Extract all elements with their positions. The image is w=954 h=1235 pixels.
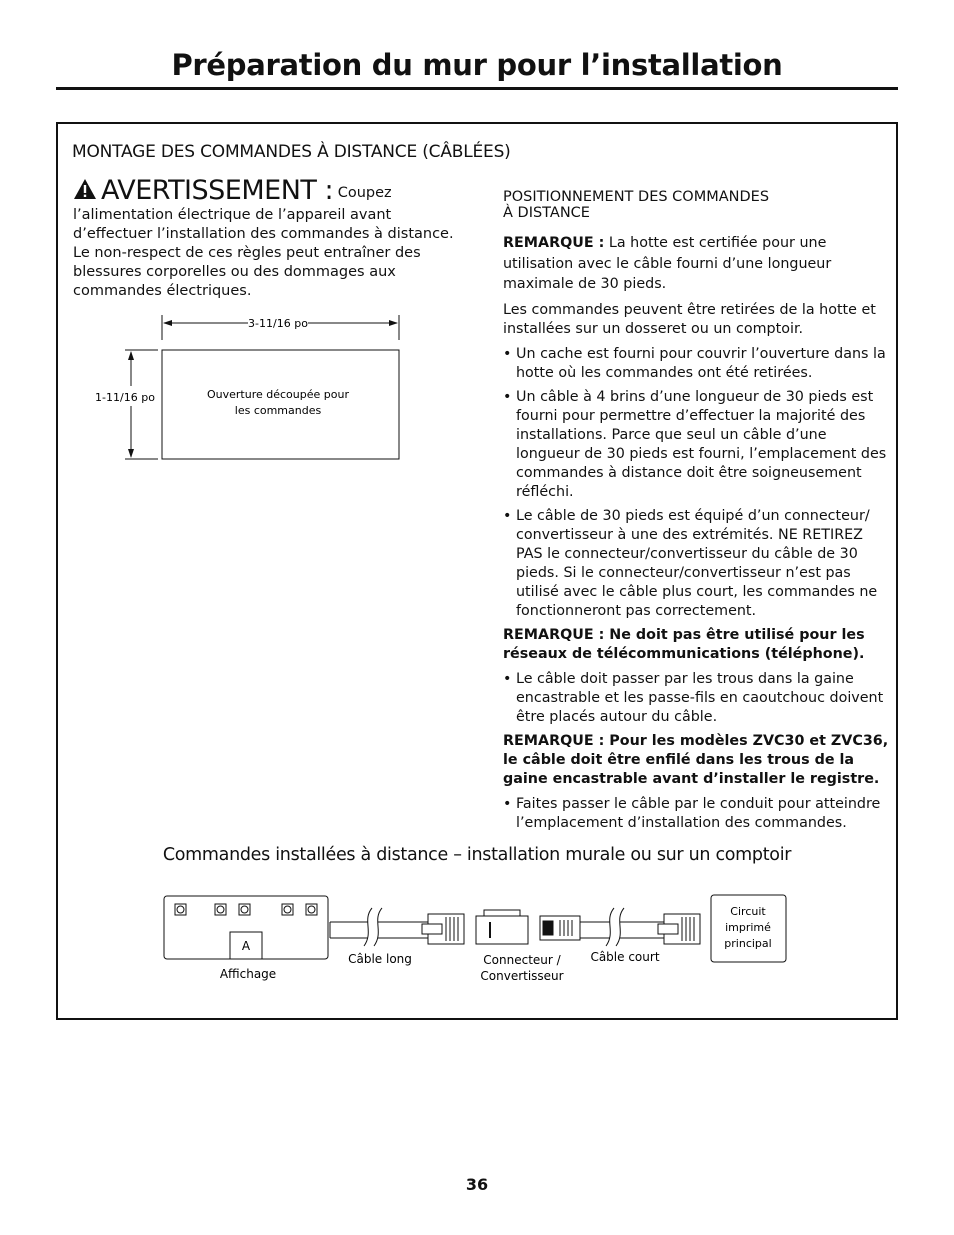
long-cable-label: Câble long <box>348 952 412 966</box>
connector-converter <box>476 910 528 944</box>
short-cable-label: Câble court <box>590 950 660 964</box>
page-number: 36 <box>465 1175 489 1194</box>
wiring-diagram <box>160 890 800 990</box>
display-key-label: A <box>241 939 251 953</box>
bullet-connector: • Le câble de 30 pieds est équipé d’un connecteur/ convertisseur à une des extrémités. NE RETIREZ PAS le connecteur/convertisseur du câble de 30 pieds. Si le connecteur/convertisseur n’est pas utilisé avec le câble plus court, les commandes ne fonctionneront pas correctement. <box>503 507 891 621</box>
opening-label-line1: Ouverture découpée pour <box>207 388 349 401</box>
display-label: Affichage <box>219 967 277 981</box>
cutout-diagram <box>90 310 420 470</box>
warning-label: AVERTISSEMENT : <box>101 175 334 206</box>
board-label-line3: principal <box>724 937 772 950</box>
opening-label-line2: les commandes <box>234 404 322 417</box>
board-label-line1: Circuit <box>730 905 766 918</box>
board-label-line2: imprimé <box>725 921 771 934</box>
title-rule <box>56 87 898 90</box>
note-certified-label: REMARQUE : <box>503 235 605 251</box>
warning-text: Coupez l’alimentation électrique de l’appareil avant d’effectuer l’installation des commandes à distance. Le non-respect de ces règles peut entraîner des blessures corporelles ou des dommages aux commandes électriques. <box>73 185 454 299</box>
long-cable <box>330 908 428 946</box>
connector-label-line1: Connecteur / <box>483 953 561 967</box>
paragraph-controls-removable: Les commandes peuvent être retirées de la hotte et installées sur un dosseret ou un comptoir. <box>503 301 876 337</box>
bullet-cable-length: • Un câble à 4 brins d’une longueur de 30 pieds est fourni pour permettre d’effectuer la majorité des installations. Parce que seul un câble d’une longueur de 30 pieds est fourni, l’emplacement des commandes à distance doit être soigneusement réfléchi. <box>503 388 891 502</box>
note-telecom: REMARQUE : Ne doit pas être utilisé pour les réseaux de télécommunications (téléphone). <box>503 626 865 662</box>
width-dimension-label: 3-11/16 po <box>248 317 308 330</box>
positioning-column <box>503 189 891 838</box>
section-heading: MONTAGE DES COMMANDES À DISTANCE (CÂBLÉES) <box>72 142 511 162</box>
positioning-heading <box>503 189 891 221</box>
page-title: Préparation du mur pour l’installation <box>171 48 783 82</box>
connector-label-line2: Convertisseur <box>480 969 564 983</box>
height-dimension-label: 1-11/16 po <box>95 391 155 404</box>
positioning-heading-line1: POSITIONNEMENT DES COMMANDES <box>503 189 770 205</box>
warning-block <box>73 175 463 301</box>
short-cable <box>540 908 700 946</box>
positioning-heading-line2: À DISTANCE <box>503 205 590 221</box>
note-models: REMARQUE : Pour les modèles ZVC30 et ZVC36, le câble doit être enfilé dans les trous de la gaine encastrable avant d’installer le registre. <box>503 732 889 787</box>
note-certified <box>503 233 891 295</box>
bullet-route-cable: • Faites passer le câble par le conduit pour atteindre l’emplacement d’installation des commandes. <box>503 795 891 833</box>
wiring-diagram-caption: Commandes installées à distance – installation murale ou sur un comptoir <box>162 845 792 865</box>
plug-left <box>422 914 464 944</box>
bullet-cover: • Un cache est fourni pour couvrir l’ouverture dans la hotte où les commandes ont été retirées. <box>503 345 891 383</box>
bullet-grommets: • Le câble doit passer par les trous dans la gaine encastrable et les passe-fils en caoutchouc doivent être placés autour du câble. <box>503 670 891 727</box>
note-certified-text: La hotte est certifiée pour une utilisation avec le câble fourni d’une longueur maximale de 30 pieds. <box>503 235 832 292</box>
warning-triangle-icon <box>73 178 97 206</box>
